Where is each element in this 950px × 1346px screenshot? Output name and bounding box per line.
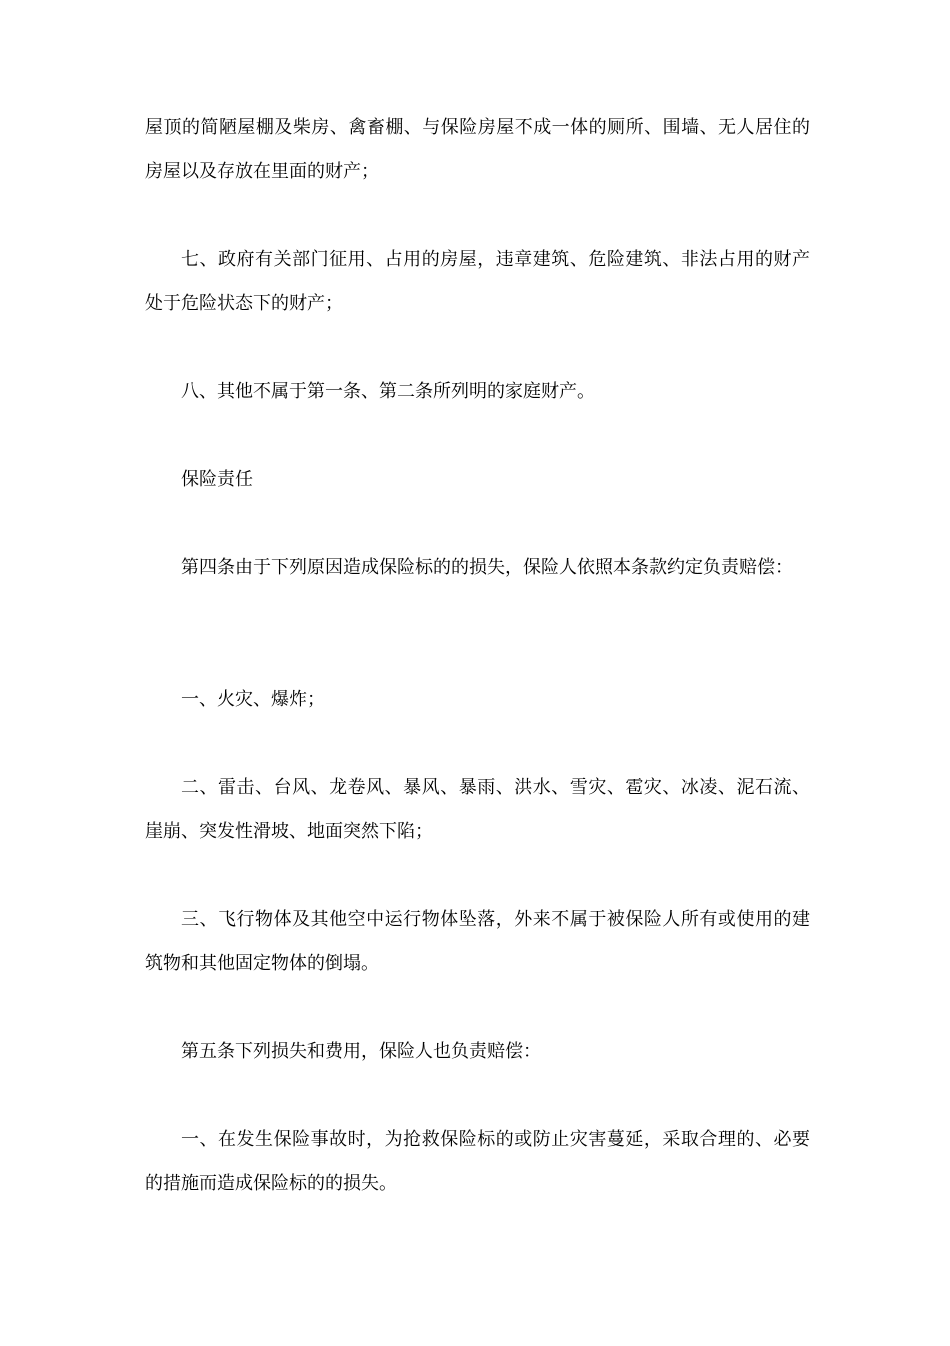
paragraph-article-4-item-2: 二、雷击、台风、龙卷风、暴风、暴雨、洪水、雪灾、雹灾、冰凌、泥石流、崖崩、突发性滑坡、地面突然下陷； — [145, 777, 810, 842]
paragraph-item-8: 八、其他不属于第一条、第二条所列明的家庭财产。 — [181, 381, 595, 402]
paragraph-article-5-item-1: 一、在发生保险事故时，为抢救保险标的或防止灾害蔓延，采取合理的、必要的措施而造成保险标的的损失。 — [145, 1129, 810, 1194]
paragraph-article-5: 第五条下列损失和费用，保险人也负责赔偿： — [181, 1041, 541, 1062]
section-heading: 保险责任 — [181, 469, 253, 490]
paragraph-article-4: 第四条由于下列原因造成保险标的的损失，保险人依照本条款约定负责赔偿： — [181, 557, 793, 578]
paragraph-item-7: 七、政府有关部门征用、占用的房屋，违章建筑、危险建筑、非法占用的财产处于危险状态下的财产； — [145, 249, 810, 314]
paragraph-article-4-item-1: 一、火灾、爆炸； — [181, 689, 325, 710]
paragraph-article-4-item-3: 三、飞行物体及其他空中运行物体坠落，外来不属于被保险人所有或使用的建筑物和其他固定物体的倒塌。 — [145, 909, 810, 974]
paragraph-continuation: 屋顶的简陋屋棚及柴房、禽畜棚、与保险房屋不成一体的厕所、围墙、无人居住的房屋以及存放在里面的财产； — [145, 117, 810, 182]
